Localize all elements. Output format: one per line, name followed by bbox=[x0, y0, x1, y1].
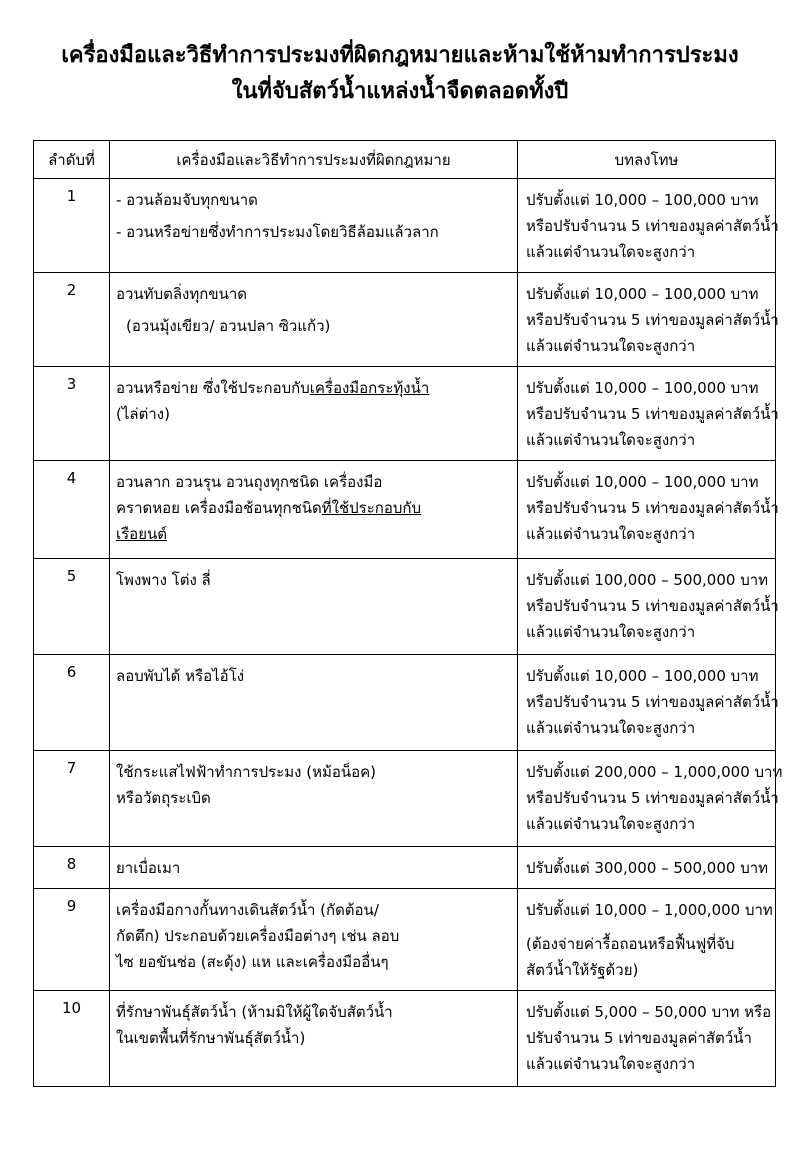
desc-line: อวนทับตลิ่งทุกขนาด bbox=[116, 285, 247, 303]
penalty-line: แล้วแต่จำนวนใดจะสูงกว่า bbox=[526, 815, 696, 833]
desc-line: ลอบพับได้ หรือไอ้โง่ bbox=[116, 667, 245, 685]
penalty-line: หรือปรับจำนวน 5 เท่าของมูลค่าสัตว์น้ำ bbox=[526, 789, 779, 807]
table-header-row bbox=[34, 141, 776, 179]
penalty-line: ปรับตั้งแต่ 5,000 – 50,000 บาท หรือ bbox=[526, 1003, 772, 1021]
header-order: ลำดับที่ bbox=[34, 141, 110, 179]
penalty-line: ปรับตั้งแต่ 200,000 – 1,000,000 บาท bbox=[526, 763, 783, 781]
table-row bbox=[34, 751, 776, 847]
penalty-line: หรือปรับจำนวน 5 เท่าของมูลค่าสัตว์น้ำ bbox=[526, 693, 779, 711]
row-penalty bbox=[518, 751, 783, 847]
row-description bbox=[110, 179, 518, 273]
row-number: 1 bbox=[34, 179, 110, 273]
row-number: 4 bbox=[34, 461, 110, 559]
penalty-line: (ต้องจ่ายค่ารื้อถอนหรือฟื้นฟูที่จับ bbox=[526, 935, 735, 953]
row-penalty bbox=[518, 179, 779, 273]
row-description bbox=[110, 847, 518, 889]
table-row bbox=[34, 889, 776, 991]
row-number: 6 bbox=[34, 655, 110, 751]
penalty-line: ปรับจำนวน 5 เท่าของมูลค่าสัตว์น้ำ bbox=[526, 1029, 752, 1047]
row-description bbox=[110, 461, 518, 559]
table-row bbox=[34, 559, 776, 655]
row-penalty bbox=[518, 461, 779, 559]
row-description bbox=[110, 991, 518, 1087]
desc-line: ยาเบื่อเมา bbox=[116, 859, 181, 877]
table-row bbox=[34, 461, 776, 559]
desc-underlined-text: เรือยนต์ bbox=[116, 525, 167, 543]
header-penalty: บทลงโทษ bbox=[518, 141, 776, 179]
table-row bbox=[34, 655, 776, 751]
penalty-line: ปรับตั้งแต่ 10,000 – 100,000 บาท bbox=[526, 285, 759, 303]
desc-line: ใช้กระแสไฟฟ้าทำการประมง (หม้อน็อค) bbox=[116, 763, 377, 781]
penalty-line: แล้วแต่จำนวนใดจะสูงกว่า bbox=[526, 623, 696, 641]
desc-line: อวนลาก อวนรุน อวนถุงทุกชนิด เครื่องมือ bbox=[116, 473, 383, 491]
desc-line: (ไล่ต่าง) bbox=[116, 405, 170, 423]
desc-line bbox=[116, 521, 511, 547]
title-line-1: เครื่องมือและวิธีทำการประมงที่ผิดกฎหมายและห้ามใช้ห้ามทำการประมง bbox=[61, 43, 739, 68]
penalty-line: แล้วแต่จำนวนใดจะสูงกว่า bbox=[526, 337, 696, 355]
penalty-line: หรือปรับจำนวน 5 เท่าของมูลค่าสัตว์น้ำ bbox=[526, 405, 779, 423]
desc-line: โพงพาง โต่ง ลี่ bbox=[116, 571, 211, 589]
row-number: 8 bbox=[34, 847, 110, 889]
row-penalty bbox=[518, 559, 779, 655]
row-penalty bbox=[518, 847, 776, 889]
penalty-line: แล้วแต่จำนวนใดจะสูงกว่า bbox=[526, 1055, 696, 1073]
penalty-line: ปรับตั้งแต่ 10,000 – 100,000 บาท bbox=[526, 667, 759, 685]
row-penalty bbox=[518, 655, 779, 751]
desc-underlined-text: เครื่องมือกระทุ้งน้ำ bbox=[309, 379, 430, 397]
row-number: 7 bbox=[34, 751, 110, 847]
penalty-line: หรือปรับจำนวน 5 เท่าของมูลค่าสัตว์น้ำ bbox=[526, 499, 779, 517]
row-number: 2 bbox=[34, 273, 110, 367]
desc-line: หรือวัตถุระเบิด bbox=[116, 789, 211, 807]
row-description bbox=[110, 559, 518, 655]
penalty-line: สัตว์น้ำให้รัฐด้วย) bbox=[526, 961, 639, 979]
page-title bbox=[0, 38, 800, 110]
table-row bbox=[34, 179, 776, 273]
desc-line: - อวนหรือข่ายซึ่งทำการประมงโดยวิธีล้อมแล้วลาก bbox=[116, 223, 439, 241]
desc-line: (อวนมุ้งเขียว/ อวนปลา ซิวแก้ว) bbox=[126, 317, 331, 335]
row-penalty bbox=[518, 889, 776, 991]
desc-line: ที่รักษาพันธุ์สัตว์น้ำ (ห้ามมิให้ผู้ใดจับสัตว์น้ำ bbox=[116, 1003, 393, 1021]
desc-text: คราดหอย เครื่องมือช้อนทุกชนิด bbox=[116, 499, 322, 517]
row-penalty bbox=[518, 991, 776, 1087]
penalty-line: ปรับตั้งแต่ 300,000 – 500,000 บาท bbox=[526, 859, 769, 877]
row-number: 9 bbox=[34, 889, 110, 991]
table-row bbox=[34, 367, 776, 461]
row-description bbox=[110, 889, 518, 991]
desc-text: อวนหรือข่าย ซึ่งใช้ประกอบกับ bbox=[116, 379, 310, 397]
table-row bbox=[34, 847, 776, 889]
penalty-line: แล้วแต่จำนวนใดจะสูงกว่า bbox=[526, 719, 696, 737]
desc-line bbox=[116, 375, 511, 401]
table-row bbox=[34, 991, 776, 1087]
table-row bbox=[34, 273, 776, 367]
row-description bbox=[110, 655, 518, 751]
penalty-line: แล้วแต่จำนวนใดจะสูงกว่า bbox=[526, 525, 696, 543]
penalty-line: ปรับตั้งแต่ 10,000 – 100,000 บาท bbox=[526, 191, 759, 209]
penalty-line: ปรับตั้งแต่ 100,000 – 500,000 บาท bbox=[526, 571, 769, 589]
desc-line: - อวนล้อมจับทุกขนาด bbox=[116, 191, 258, 209]
penalty-line: ปรับตั้งแต่ 10,000 – 1,000,000 บาท bbox=[526, 901, 773, 919]
desc-line: ในเขตพื้นที่รักษาพันธุ์สัตว์น้ำ) bbox=[116, 1029, 306, 1047]
penalty-line: ปรับตั้งแต่ 10,000 – 100,000 บาท bbox=[526, 473, 759, 491]
desc-line: กัดตึก) ประกอบด้วยเครื่องมือต่างๆ เช่น ลอบ bbox=[116, 927, 400, 945]
penalty-line: หรือปรับจำนวน 5 เท่าของมูลค่าสัตว์น้ำ bbox=[526, 217, 779, 235]
desc-line: เครื่องมือกางกั้นทางเดินสัตว์น้ำ (กัดต้อน/ bbox=[116, 901, 379, 919]
penalty-line: หรือปรับจำนวน 5 เท่าของมูลค่าสัตว์น้ำ bbox=[526, 311, 779, 329]
row-description bbox=[110, 751, 518, 847]
row-description bbox=[110, 367, 518, 461]
row-penalty bbox=[518, 367, 779, 461]
desc-underlined-text: ที่ใช้ประกอบกับ bbox=[321, 499, 421, 517]
desc-line: ไซ ยอขันช่อ (สะดุ้ง) แห และเครื่องมืออื่นๆ bbox=[116, 953, 389, 971]
penalty-line: แล้วแต่จำนวนใดจะสูงกว่า bbox=[526, 243, 696, 261]
title-line-2: ในที่จับสัตว์น้ำแหล่งน้ำจืดตลอดทั้งปี bbox=[231, 79, 569, 104]
row-description bbox=[110, 273, 518, 367]
penalty-line: แล้วแต่จำนวนใดจะสูงกว่า bbox=[526, 431, 696, 449]
row-penalty bbox=[518, 273, 779, 367]
header-tools: เครื่องมือและวิธีทำการประมงที่ผิดกฎหมาย bbox=[110, 141, 518, 179]
row-number: 10 bbox=[34, 991, 110, 1087]
penalty-line: หรือปรับจำนวน 5 เท่าของมูลค่าสัตว์น้ำ bbox=[526, 597, 779, 615]
penalty-table bbox=[33, 140, 783, 1087]
row-number: 5 bbox=[34, 559, 110, 655]
row-number: 3 bbox=[34, 367, 110, 461]
desc-line bbox=[116, 495, 511, 521]
penalty-line: ปรับตั้งแต่ 10,000 – 100,000 บาท bbox=[526, 379, 759, 397]
